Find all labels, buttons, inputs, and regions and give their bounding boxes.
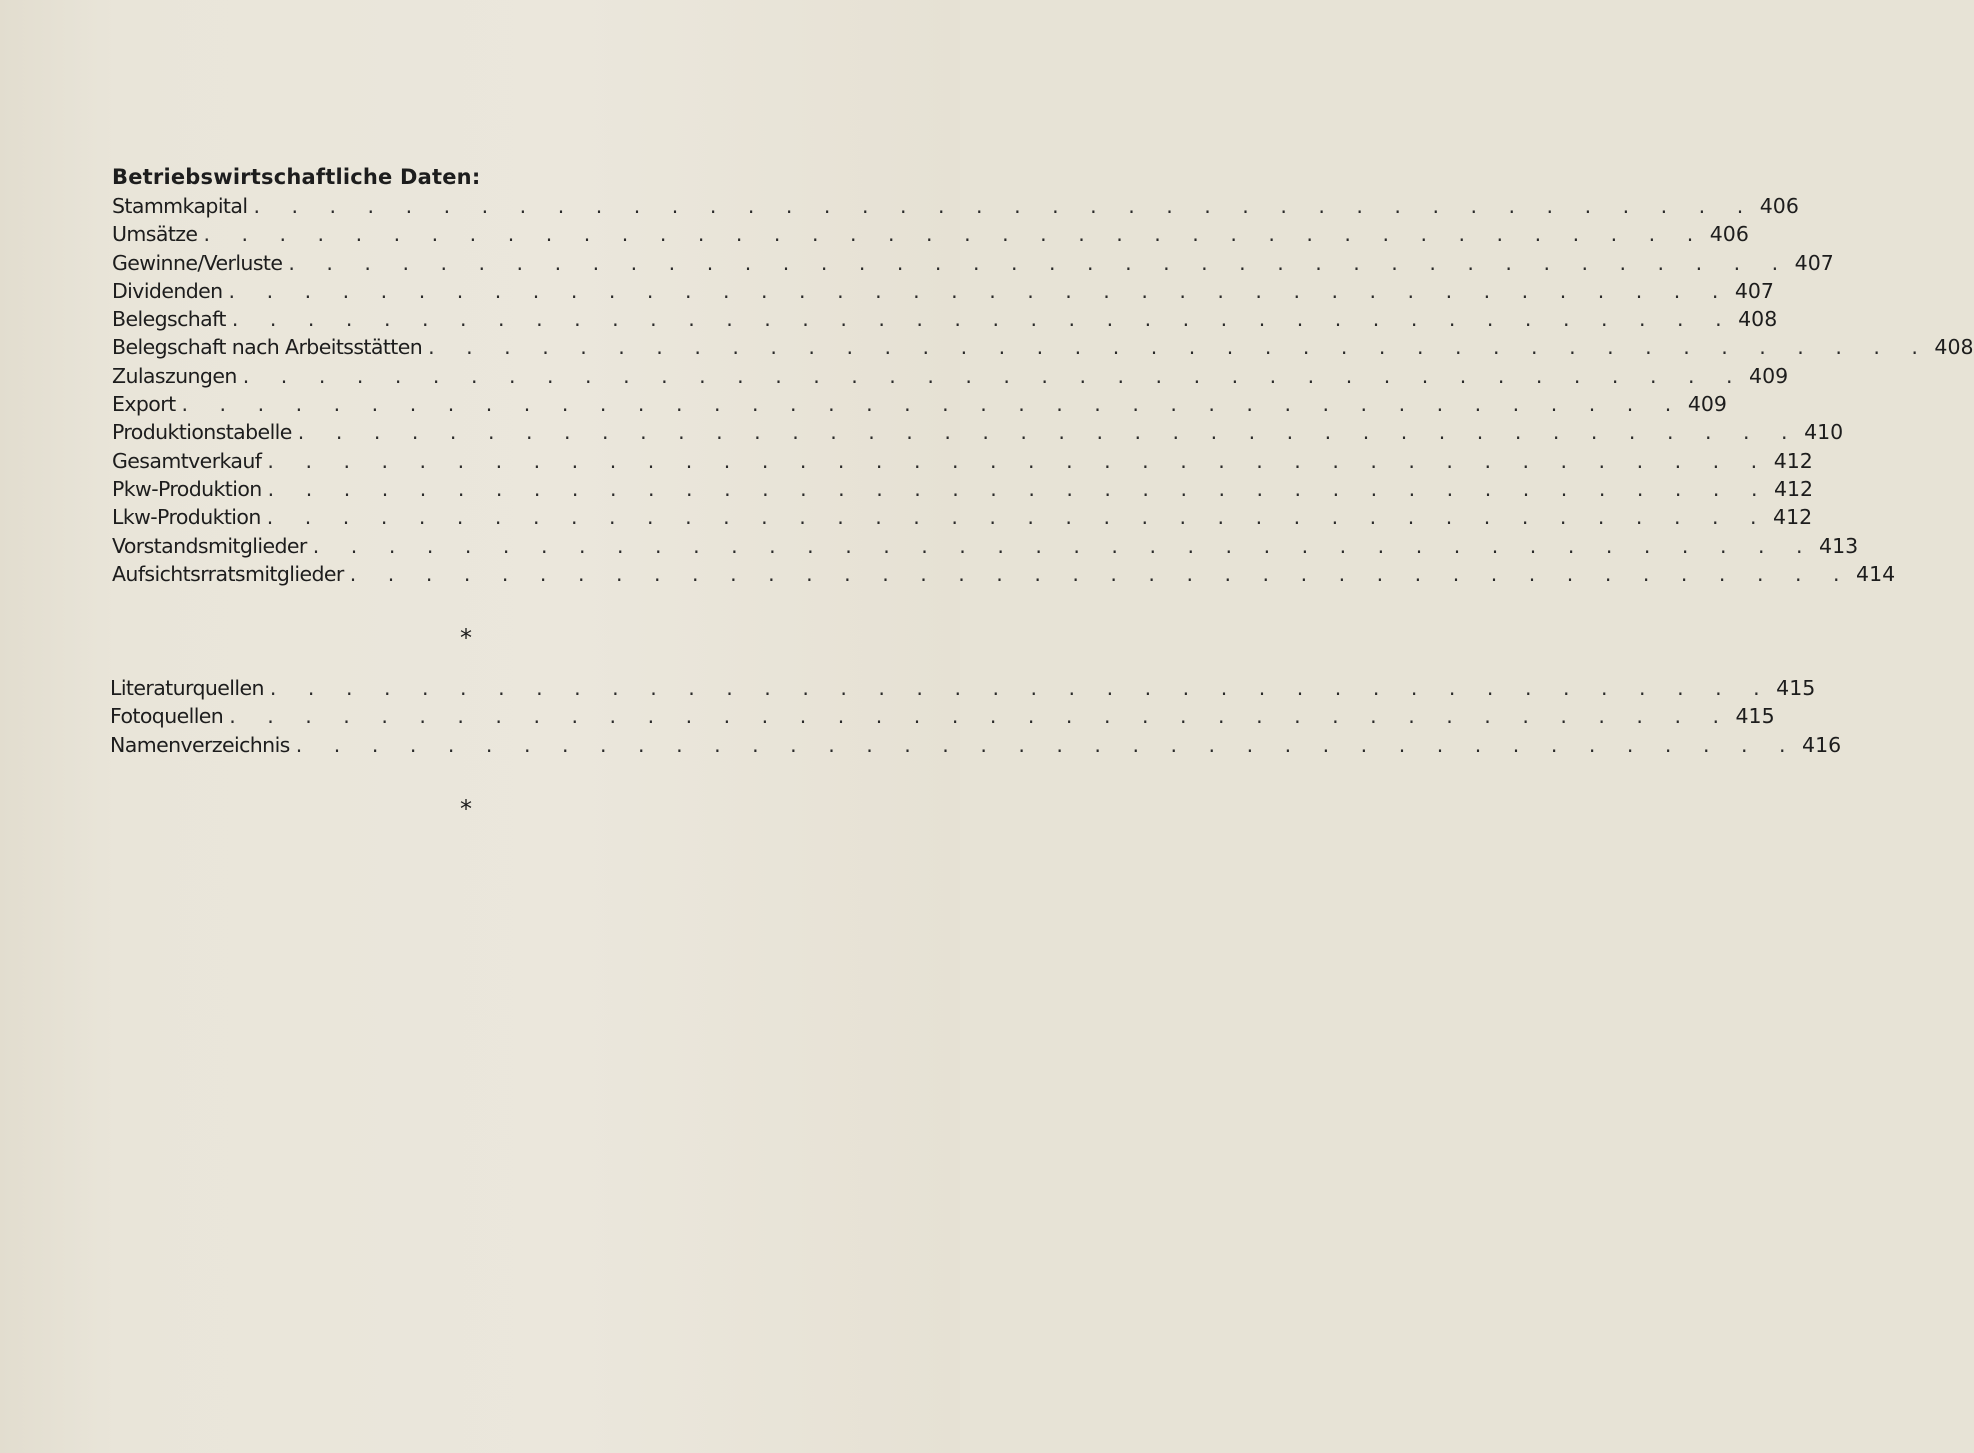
toc-entry-label: Zulaszungen [112,363,237,388]
toc-entry [112,561,1896,590]
toc-entry [112,335,1974,363]
toc-entry-label: Stammkapital [112,194,248,218]
dot-leader: . . . . . . . . . . . . . . . . . . . . . . . . . . . . . . . . . . . . . . . . [269,676,1773,700]
toc-entry [112,392,1727,420]
toc-entry-label: Export [112,392,176,417]
dot-leader: . . . . . . . . . . . . . . . . . . . . . . . . . . . . . . . . . . . . . . . . [266,505,1770,530]
toc-entry-page: 414 [1856,561,1896,586]
toc-entry-label: Belegschaft nach Arbeitsstätten [112,335,423,360]
toc-entry [112,363,1789,392]
dot-leader: . . . . . . . . . . . . . . . . . . . . . . . . . . . . . . . . . . . . . . . . [312,533,1816,558]
dot-leader: . . . . . . . . . . . . . . . . . . . . . . . . . . . . . . . . . . . . . . . . [228,278,1731,303]
dot-leader: . . . . . . . . . . . . . . . . . . . . . . . . . . . . . . . . . . . . . . . . [181,392,1684,417]
toc-entry-label: Literaturquellen [110,676,264,700]
dot-leader: . . . . . . . . . . . . . . . . . . . . . . . . . . . . . . . . . . . . . . . . [203,222,1706,247]
toc-entry-page: 409 [1687,392,1727,417]
end-separator-asterisk: * [460,795,472,823]
toc-entry [110,732,1842,761]
dot-leader: . . . . . . . . . . . . . . . . . . . . . . . . . . . . . . . . . . . . . . . . [229,704,1732,729]
toc-entry-page: 412 [1773,476,1814,501]
dot-leader: . . . . . . . . . . . . . . . . . . . . . . . . . . . . . . . . . . . . . . . . [267,476,1770,501]
toc-entry-label: Gewinne/Verluste [112,250,283,275]
dot-leader: . . . . . . . . . . . . . . . . . . . . . . . . . . . . . . . . . . . . . . . . [231,307,1735,332]
dot-leader: . . . . . . . . . . . . . . . . . . . . . . . . . . . . . . . . . . . . . . . . [253,194,1756,218]
toc-entry-label: Belegschaft [112,307,226,332]
toc-entry-label: Namenverzeichnis [110,732,290,757]
toc-entry [112,250,1834,279]
toc-entry-label: Fotoquellen [110,704,224,729]
toc-entry-page: 408 [1738,307,1778,332]
toc-entry-label: Vorstandsmitglieder [112,533,307,558]
section-heading: Betriebswirtschaftliche Daten: [112,165,481,189]
toc-entry-page: 407 [1794,250,1834,275]
toc-entry-label: Umsätze [112,222,198,247]
toc-entry [112,307,1778,335]
toc-entry [112,194,1799,222]
toc-entry-page: 412 [1773,448,1813,473]
dot-leader: . . . . . . . . . . . . . . . . . . . . . . . . . . . . . . . . . . . . . . . . [242,363,1746,388]
toc-entry-page: 406 [1709,222,1749,247]
toc-entry-page: 412 [1773,505,1813,530]
toc-entry-label: Dividenden [112,278,223,303]
toc-section-back-matter [110,676,1842,761]
toc-entry [112,278,1774,307]
toc-entry [110,704,1775,732]
toc-entry-label: Aufsichtsrratsmitglieder [112,561,344,586]
toc-entry [112,505,1813,533]
toc-entry [112,222,1749,250]
toc-entry [112,420,1844,448]
toc-section-business-data [112,160,1974,590]
dot-leader: . . . . . . . . . . . . . . . . . . . . . . . . . . . . . . . . . . . . . . . . [349,561,1853,586]
dot-leader: . . . . . . . . . . . . . . . . . . . . . . . . . . . . . . . . . . . . . . . . [295,732,1799,757]
toc-entry-page: 406 [1759,194,1799,218]
toc-entry [110,676,1816,704]
toc-entry [112,448,1813,477]
toc-entry-page: 415 [1735,704,1775,729]
toc-entry [112,533,1859,562]
toc-entry-page: 415 [1776,676,1816,700]
toc-entry-label: Gesamtverkauf [112,448,262,473]
toc-entry-label: Produktionstabelle [112,420,292,445]
toc-entry-page: 416 [1802,732,1842,757]
section-separator-asterisk: * [460,624,472,652]
toc-entry [112,476,1814,505]
toc-entry-page: 409 [1749,363,1789,388]
toc-entry-page: 408 [1934,335,1974,360]
toc-entry-page: 407 [1734,278,1774,303]
dot-leader: . . . . . . . . . . . . . . . . . . . . . . . . . . . . . . . . . . . . . . . . [297,420,1801,445]
toc-entry-label: Lkw-Produktion [112,505,261,530]
toc-entry-label: Pkw-Produktion [112,476,262,501]
dot-leader: . . . . . . . . . . . . . . . . . . . . . . . . . . . . . . . . . . . . . . . . [288,250,1791,275]
dot-leader: . . . . . . . . . . . . . . . . . . . . . . . . . . . . . . . . . . . . . . . . [267,448,1770,473]
toc-entry-page: 410 [1804,420,1844,445]
dot-leader: . . . . . . . . . . . . . . . . . . . . . . . . . . . . . . . . . . . . . . . . [428,335,1931,360]
toc-entry-page: 413 [1819,533,1859,558]
